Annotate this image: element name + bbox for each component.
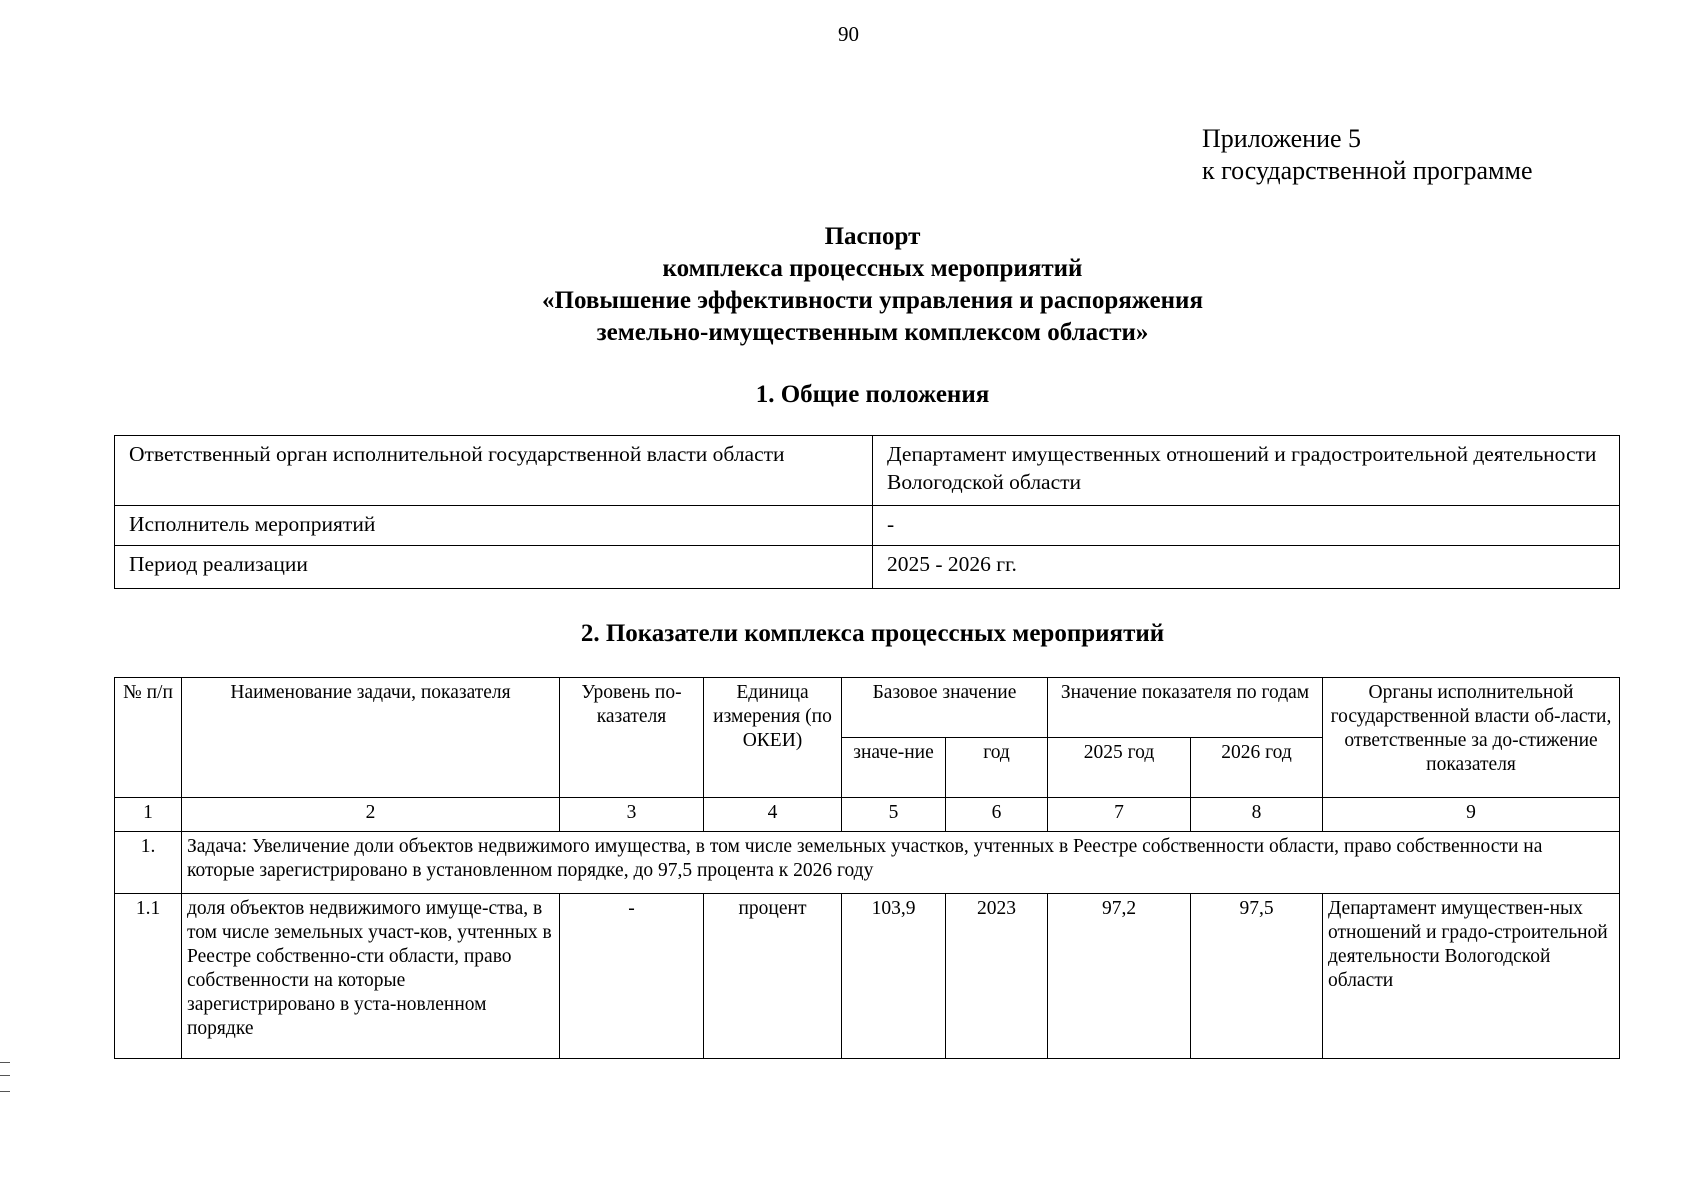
indicator-num: 1.1: [115, 894, 182, 1059]
title-line-3: «Повышение эффективности управления и распоряжения: [542, 287, 1203, 314]
column-number-row: [115, 798, 1620, 832]
indicator-unit: процент: [704, 894, 842, 1059]
task-text: Задача: Увеличение доли объектов недвижимого имущества, в том числе земельных участков, учтенных в Реестре собственности области, право собственности на которые зарегистрировано в установленном порядке, до 97,5 процента к 2026 году: [182, 832, 1620, 894]
appendix-line-1: Приложение 5: [1202, 124, 1362, 153]
header-name: Наименование задачи, показателя: [182, 678, 560, 798]
row-value: -: [873, 506, 1620, 546]
indicator-2025: 97,2: [1048, 894, 1191, 1059]
row-label: Исполнитель мероприятий: [115, 506, 873, 546]
column-number: 2: [182, 798, 560, 832]
task-num: 1.: [115, 832, 182, 894]
title-line-4: земельно-имущественным комплексом области»: [596, 319, 1149, 346]
title-line-2: комплекса процессных мероприятий: [662, 255, 1083, 282]
header-2025: 2025 год: [1048, 738, 1191, 798]
page-number: 90: [838, 22, 859, 46]
row-label: Ответственный орган исполнительной государственной власти области: [115, 436, 873, 506]
header-row: [115, 678, 1620, 738]
column-number: 3: [560, 798, 704, 832]
scan-artifact: [0, 1062, 10, 1092]
header-num: № п/п: [115, 678, 182, 798]
appendix-line-2: к государственной программе: [1202, 156, 1533, 185]
column-number: 6: [946, 798, 1048, 832]
table-row: [115, 506, 1620, 546]
indicator-name: доля объектов недвижимого имуще-ства, в том числе земельных участ-ков, учтенных в Реестре собственно-сти области, право собственности на которые зарегистрировано в уста-новленном порядке: [182, 894, 560, 1059]
row-value: 2025 - 2026 гг.: [873, 546, 1620, 589]
row-label: Период реализации: [115, 546, 873, 589]
section-2-heading: 2. Показатели комплекса процессных мероприятий: [580, 620, 1165, 647]
indicator-base-year: 2023: [946, 894, 1048, 1059]
task-row: [115, 832, 1620, 894]
header-base: Базовое значение: [842, 678, 1048, 738]
header-level: Уровень по-казателя: [560, 678, 704, 798]
row-value: Департамент имущественных отношений и градостроительной деятельности Вологодской области: [873, 436, 1620, 506]
table-row: [115, 546, 1620, 589]
document-title: [0, 221, 1697, 349]
column-number: 5: [842, 798, 946, 832]
section-1-heading: 1. Общие положения: [755, 381, 990, 408]
table-row: [115, 436, 1620, 506]
indicators-table: [114, 677, 1620, 1059]
header-base-value: значе-ние: [842, 738, 946, 798]
header-by-year: Значение показателя по годам: [1048, 678, 1323, 738]
header-base-year: год: [946, 738, 1048, 798]
column-number: 8: [1191, 798, 1323, 832]
indicator-base-value: 103,9: [842, 894, 946, 1059]
column-number: 7: [1048, 798, 1191, 832]
appendix-label: [1202, 123, 1533, 187]
column-number: 4: [704, 798, 842, 832]
title-line-1: Паспорт: [824, 223, 921, 250]
indicator-level: -: [560, 894, 704, 1059]
header-2026: 2026 год: [1191, 738, 1323, 798]
header-unit: Единица измерения (по ОКЕИ): [704, 678, 842, 798]
general-provisions-table: [114, 435, 1620, 589]
indicator-row: [115, 894, 1620, 1059]
indicator-2026: 97,5: [1191, 894, 1323, 1059]
header-authorities: Органы исполнительной государственной власти об-ласти, ответственные за до-стижение показателя: [1323, 678, 1620, 798]
column-number: 1: [115, 798, 182, 832]
indicator-authority: Департамент имуществен-ных отношений и градо-строительной деятельности Вологодской области: [1323, 894, 1620, 1059]
column-number: 9: [1323, 798, 1620, 832]
